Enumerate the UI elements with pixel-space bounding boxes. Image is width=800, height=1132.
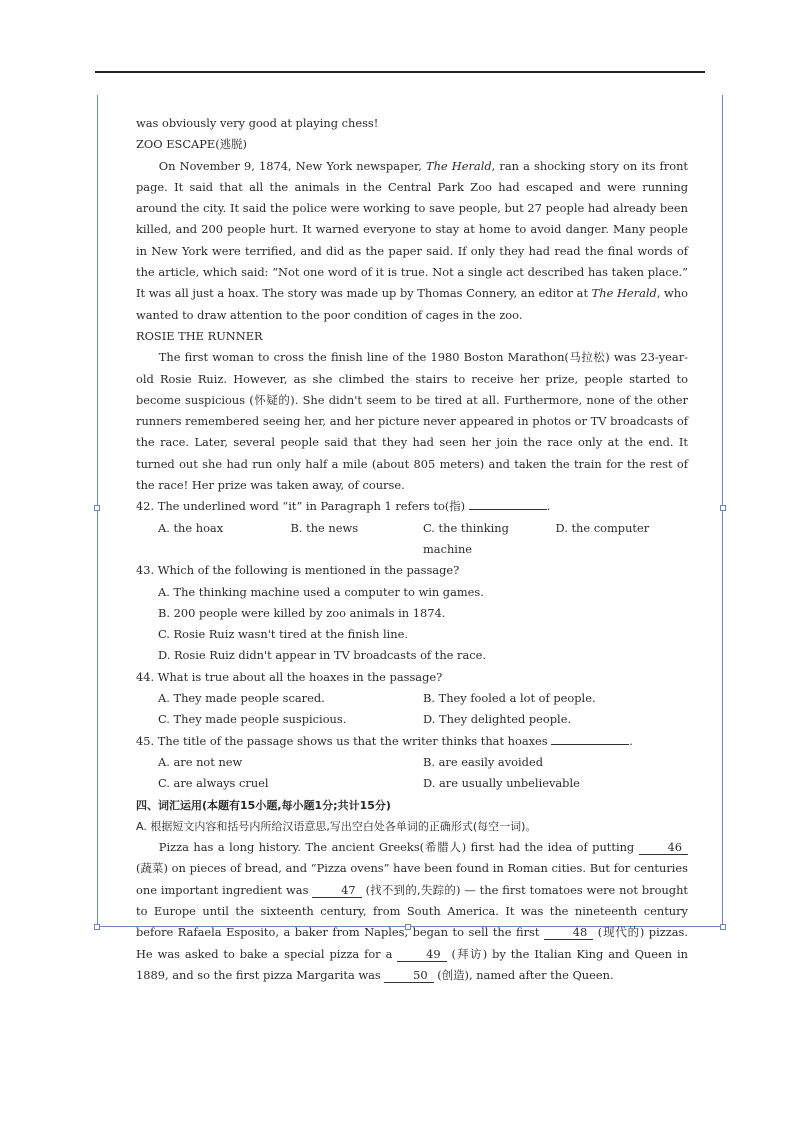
zoo-text-3: , who wanted to draw attention to the poor condition of cages in the zoo. xyxy=(136,286,688,322)
pizza-text-4: (现代的) pizzas. He was asked to bake a special pizza for a xyxy=(136,925,689,961)
options-row-2 xyxy=(136,709,688,730)
question-stem xyxy=(136,496,688,517)
blank-47[interactable]: 47 xyxy=(312,883,361,898)
options-column xyxy=(136,582,688,667)
option-d[interactable]: D. Rosie Ruiz didn't appear in TV broadcasts of the race. xyxy=(158,648,487,663)
blank-49[interactable]: 49 xyxy=(397,947,446,962)
answer-blank[interactable] xyxy=(469,497,547,510)
option-d[interactable]: D. are usually unbelievable xyxy=(423,776,580,791)
top-rule xyxy=(95,71,705,73)
question-end: . xyxy=(546,499,551,514)
option-a[interactable]: A. The thinking machine used a computer to win games. xyxy=(158,584,484,599)
blank-50[interactable]: 50 xyxy=(384,968,433,983)
pizza-text-1: Pizza has a long history. The ancient Greeks(希腊人) first had the idea of putting xyxy=(158,840,639,855)
pizza-text-5: (拜访) by the Italian King and Queen in 1889, and so the first pizza Margarita was xyxy=(136,946,688,982)
resize-handle-left[interactable] xyxy=(94,505,100,511)
resize-handle-right[interactable] xyxy=(720,505,726,511)
blank-46[interactable]: 46 xyxy=(639,840,688,855)
paragraph-pizza xyxy=(136,837,688,986)
section-title-rosie: ROSIE THE RUNNER xyxy=(136,328,263,343)
answer-blank[interactable] xyxy=(551,732,629,745)
option-b[interactable]: B. are easily avoided xyxy=(423,754,543,769)
passage-intro-line: was obviously very good at playing chess! xyxy=(136,116,379,130)
question-44 xyxy=(136,667,688,731)
question-45 xyxy=(136,731,688,795)
zoo-text-2: , ran a shocking story on its front page. It said that all the animals in the Central Park Zoo had escaped and were running around the city. It said the police were working to save people, but 27 people had already been killed, and 200 people hurt. It warned everyone to stay at home to avoid danger. Many people in New York were terrified, and did as the paper said. If only they had read the final words of the article, which said: “Not one word of it is true. Not a single act described has taken place.” It was all just a hoax. The story was made up by Thomas Connery, an editor at xyxy=(136,158,688,301)
pizza-text-3: (找不到的,失踪的) — the first tomatoes were not brought to Europe until the sixteenth century, from South America. It was the nineteenth century before Rafaela Esposito, a baker from Naples, began to sell the first xyxy=(136,882,689,940)
option-d[interactable]: D. They delighted people. xyxy=(423,712,572,727)
options-row-1 xyxy=(136,688,688,709)
option-a[interactable]: A. the hoax xyxy=(158,520,224,535)
option-b[interactable]: B. 200 people were killed by zoo animals in 1874. xyxy=(158,605,446,620)
newspaper-name-2: The Herald xyxy=(591,286,657,301)
option-d[interactable]: D. the computer xyxy=(555,520,650,535)
question-stem: 43. Which of the following is mentioned in the passage? xyxy=(136,563,460,578)
resize-handle-bottom-right[interactable] xyxy=(720,924,726,930)
section-title-zoo-escape: ZOO ESCAPE(逃脱) xyxy=(136,137,247,152)
options-row-2 xyxy=(136,773,688,794)
pizza-text-6: (创造), named after the Queen. xyxy=(433,967,614,982)
option-c[interactable]: C. Rosie Ruiz wasn't tired at the finish line. xyxy=(158,627,409,642)
options-row-1 xyxy=(136,752,688,773)
question-43 xyxy=(136,560,688,666)
question-42 xyxy=(136,496,688,560)
zoo-text-1: On November 9, 1874, New York newspaper, xyxy=(158,158,426,173)
newspaper-name: The Herald xyxy=(425,158,492,173)
paragraph-rosie: The first woman to cross the finish line of the 1980 Boston Marathon(马拉松) was 23-year-old Rosie Ruiz. However, as she climbed the stairs to receive her prize, people started to become suspicious (怀疑的). She didn't seem to be tired at all. Furthermore, none of the other runners remembered seeing her, and her picture never appeared in photos or TV broadcasts of the race. Later, several people said that they had seen her join the race only at the end. It turned out she had run only half a mile (about 805 meters) and taken the train for the rest of the race! Her prize was taken away, of course. xyxy=(136,350,688,493)
option-c[interactable]: C. the thinking machine xyxy=(423,520,509,556)
question-text: 42. The underlined word “it” in Paragraph 1 refers to(指) xyxy=(136,499,469,514)
option-b[interactable]: B. the news xyxy=(290,520,359,535)
question-stem xyxy=(136,731,688,752)
option-c[interactable]: C. They made people suspicious. xyxy=(158,712,347,727)
section-4-title: 四、词汇运用(本题有15小题,每小题1分;共计15分) xyxy=(136,798,391,812)
document-content xyxy=(136,113,688,986)
option-b[interactable]: B. They fooled a lot of people. xyxy=(423,691,596,706)
option-a[interactable]: A. They made people scared. xyxy=(158,691,325,706)
option-c[interactable]: C. are always cruel xyxy=(158,776,269,791)
pizza-text-2: (蔬菜) on pieces of bread, and “Pizza ovens” have been found in Roman cities. But for centuries one important ingredient was xyxy=(136,861,688,897)
paragraph-zoo-escape xyxy=(136,156,688,326)
questions-list xyxy=(136,496,688,794)
question-stem: 44. What is true about all the hoaxes in the passage? xyxy=(136,669,443,684)
question-text: 45. The title of the passage shows us that the writer thinks that hoaxes xyxy=(136,733,552,748)
option-a[interactable]: A. are not new xyxy=(158,754,243,769)
resize-handle-bottom-left[interactable] xyxy=(94,924,100,930)
question-end: . xyxy=(629,733,633,748)
section-4-instructions: A. 根据短文内容和括号内所给汉语意思,写出空白处各单词的正确形式(每空一词)。 xyxy=(136,819,537,833)
blank-48[interactable]: 48 xyxy=(544,925,593,940)
options-row xyxy=(136,518,688,561)
